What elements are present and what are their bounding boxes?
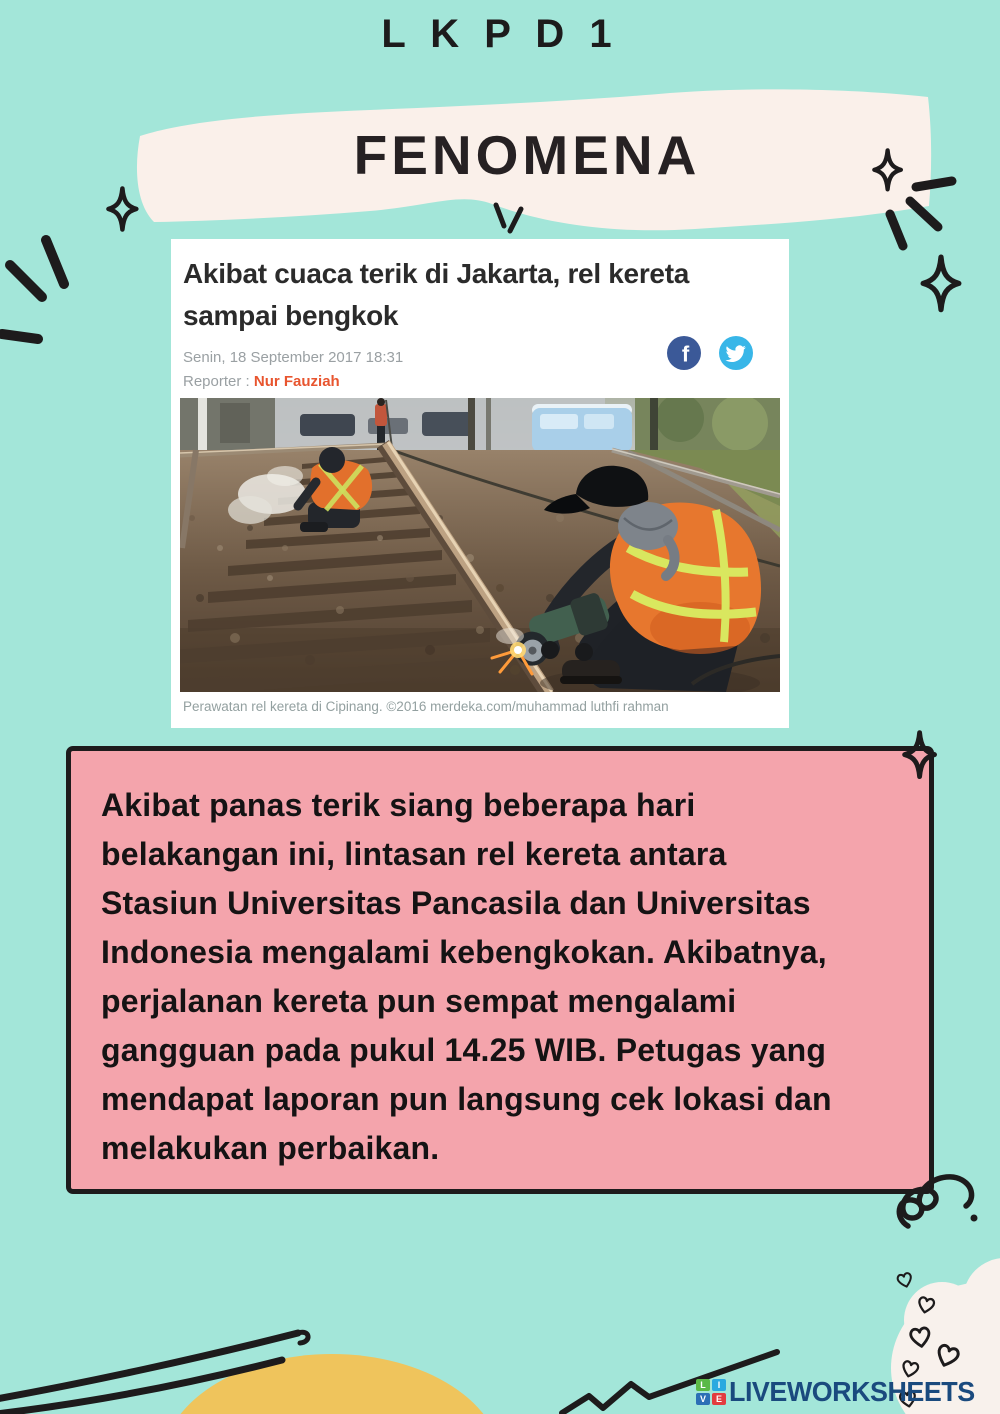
page-title: L K P D 1 [381, 12, 619, 56]
banner-title: FENOMENA [353, 124, 701, 186]
text-line: melakukan perbaikan. [101, 1130, 440, 1166]
logo-tile: E [712, 1393, 726, 1405]
sparkle-diamond-icon [905, 733, 935, 777]
dash-rays-left-icon [2, 240, 64, 339]
svg-text:f: f [681, 341, 690, 367]
logo-tile: I [712, 1379, 726, 1391]
text-line: Akibat panas terik siang beberapa hari [101, 787, 696, 823]
sparkle-diamond-icon [874, 150, 901, 189]
logo-text: LIVEWORKSHEETS [729, 1376, 975, 1407]
flick-marks-icon [496, 205, 521, 231]
text-line: Stasiun Universitas Pancasila dan Universitas [101, 885, 811, 921]
pencil-strokes-icon [0, 1332, 308, 1414]
text-line: belakangan ini, lintasan rel kereta antara [101, 836, 727, 872]
scribble-icon [899, 1177, 977, 1226]
photo-caption: Perawatan rel kereta di Cipinang. ©2016 merdeka.com/muhammad luthfi rahman [183, 699, 669, 714]
text-line: Indonesia mengalami kebengkokan. Akibatnya, [101, 934, 827, 970]
reporter-label: Reporter : [183, 373, 250, 390]
text-line: mendapat laporan pun langsung cek lokasi dan [101, 1081, 832, 1117]
text-line: perjalanan kereta pun sempat mengalami [101, 983, 737, 1019]
headline-line: Akibat cuaca terik di Jakarta, rel kereta [183, 258, 689, 289]
sparkle-diamond-icon [923, 257, 959, 310]
liveworksheets-logo[interactable] [696, 1376, 985, 1408]
sparkle-diamond-icon [108, 188, 136, 229]
dash-rays-right-icon [890, 181, 952, 246]
reporter-name-link[interactable]: Nur Fauziah [253, 373, 340, 390]
logo-tile: L [696, 1379, 710, 1391]
logo-tile: V [696, 1393, 710, 1405]
liveworksheets-logo-icon [696, 1379, 726, 1405]
text-line: gangguan pada pukul 14.25 WIB. Petugas yang [101, 1032, 827, 1068]
article-date: Senin, 18 September 2017 18:31 [183, 349, 404, 366]
headline-line: sampai bengkok [183, 300, 399, 331]
